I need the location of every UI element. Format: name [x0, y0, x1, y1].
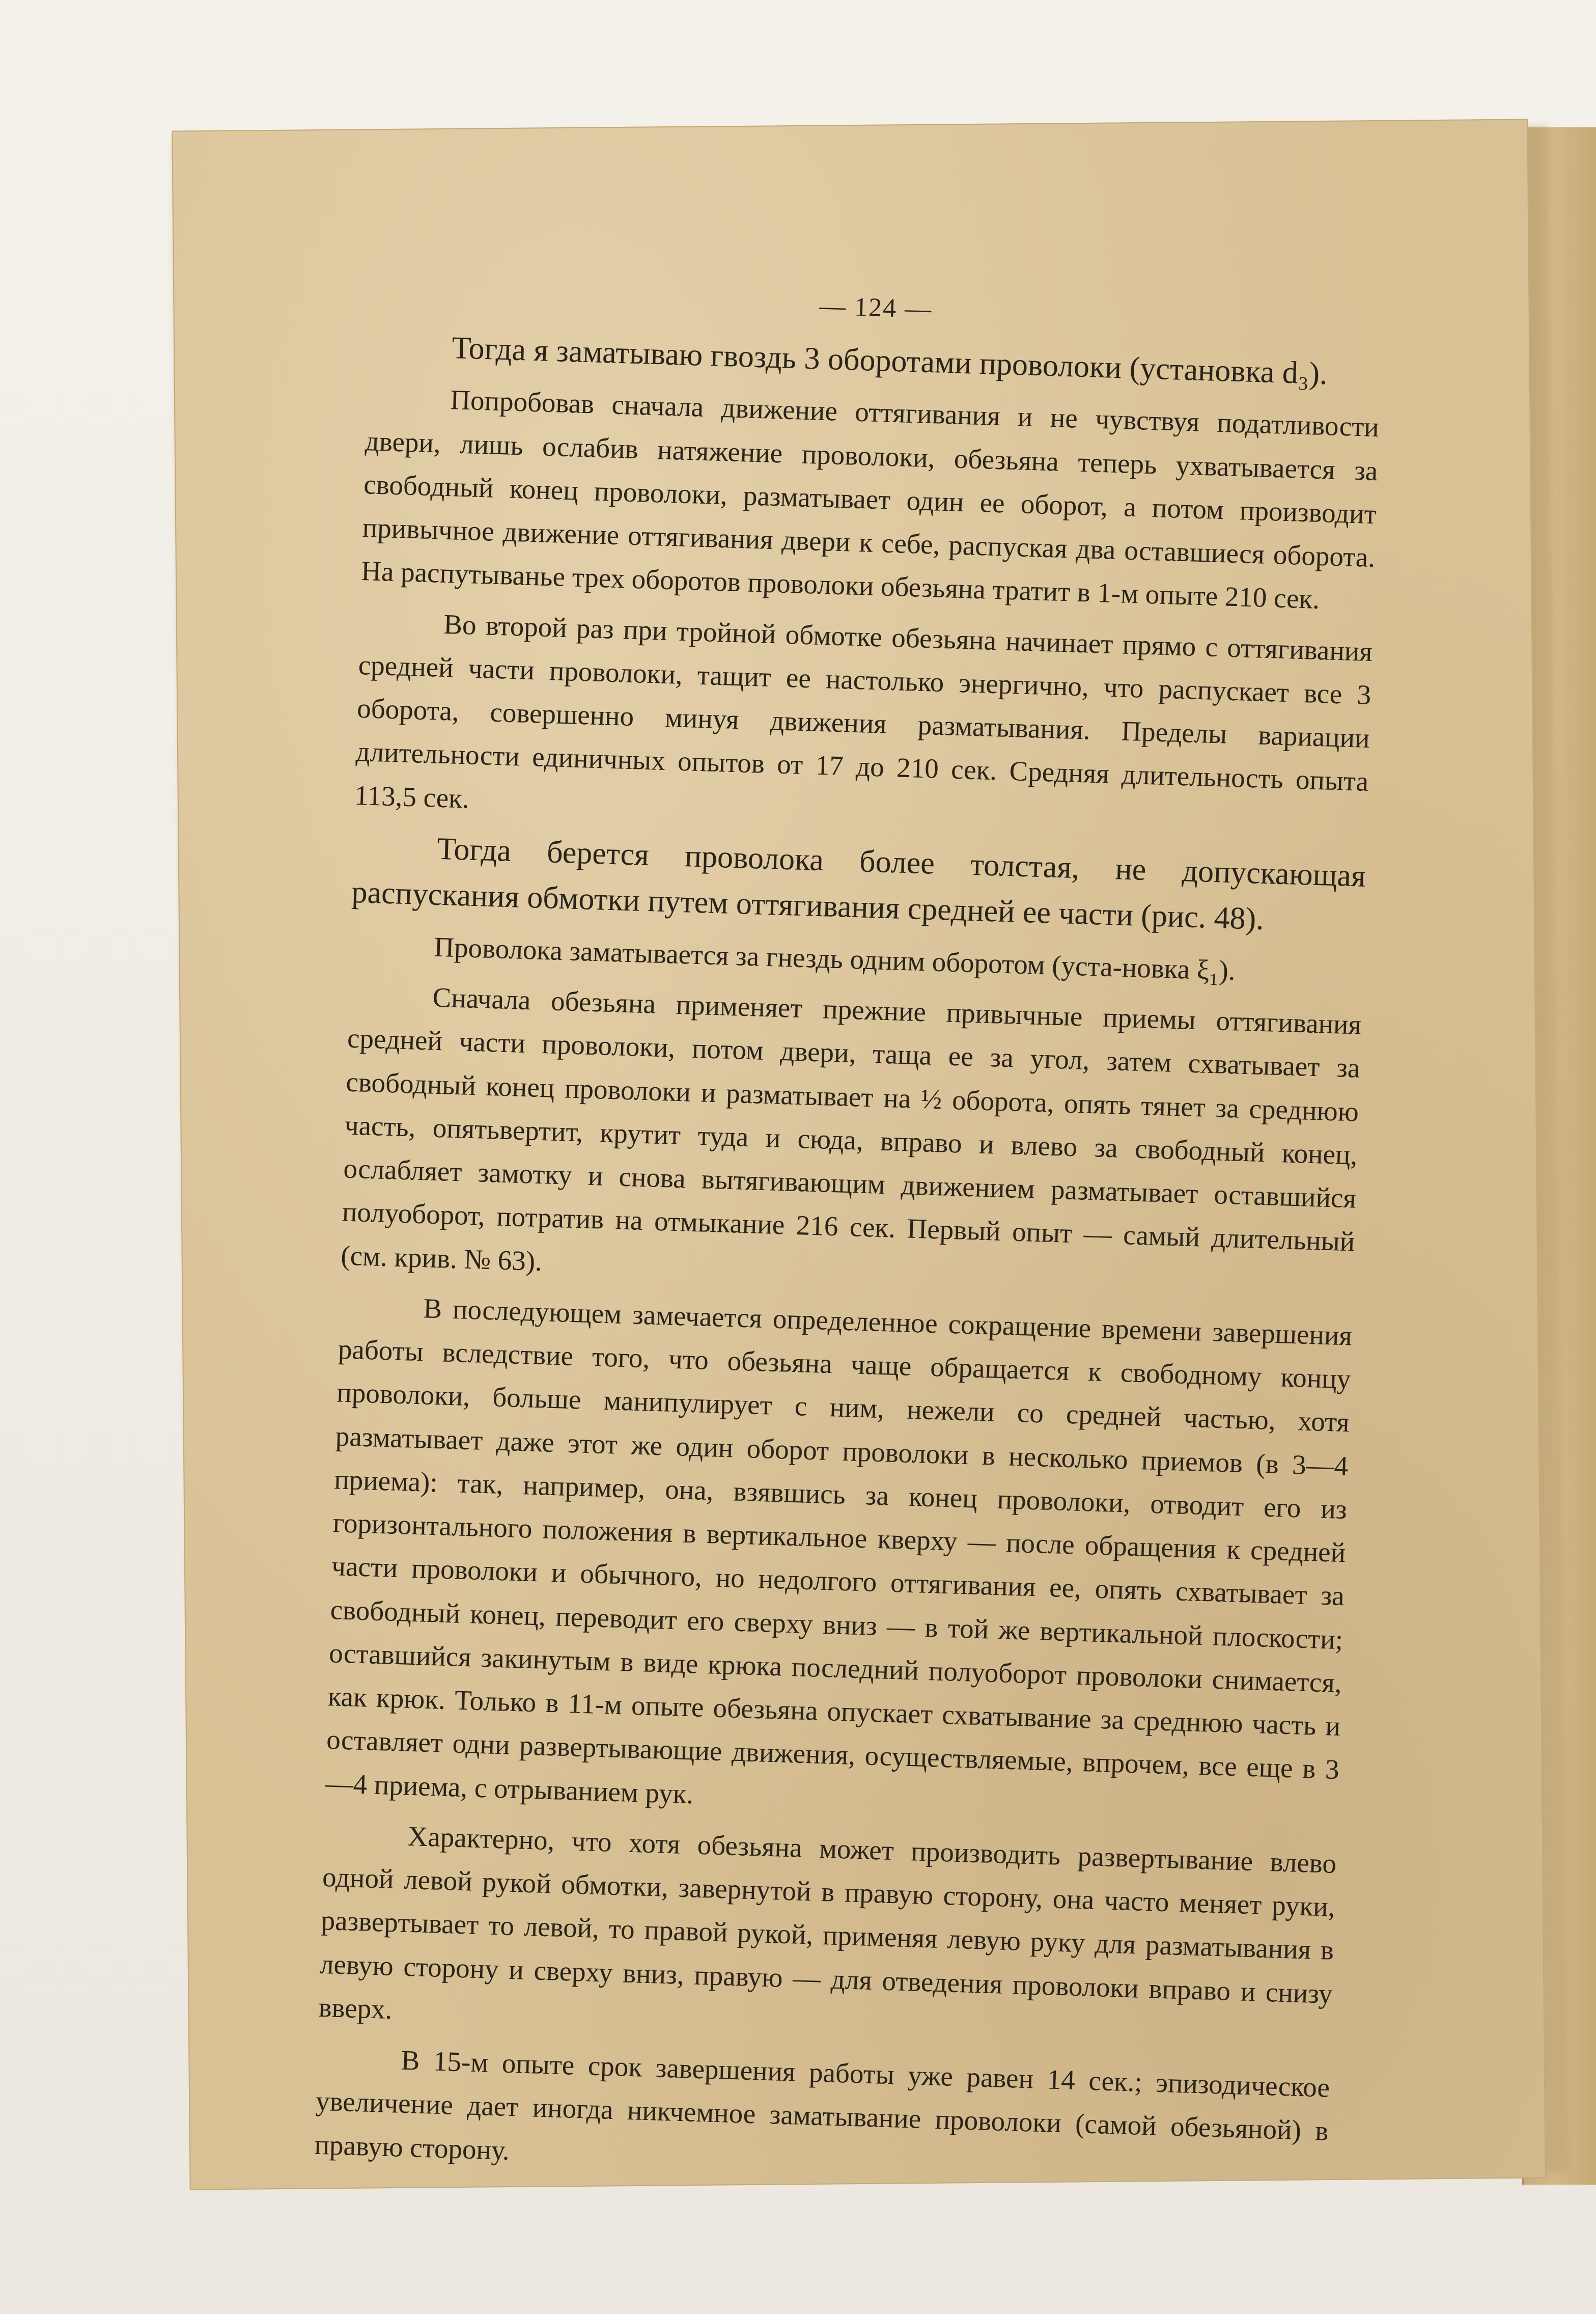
- page-number: — 124 —: [819, 291, 933, 324]
- paragraph: Характерно, что хотя обезьяна может производить развертывание влево одной левой рукой обмотки, завернутой в правую сторону, она часто меняет руки, развертывает то левой, то правой рукой, применяя левую руку для разматывания в левую сторону и сверху вниз, правую — для отведения проволоки вправо и снизу вверх.: [318, 1820, 1337, 2025]
- paragraph: В последующем замечается определенное сокращение времени завершения работы вследствие того, что обезьяна чаще обращается к свободному концу проволоки, больше манипулирует с ним, нежели со средней частью, хотя разматывает даже этот же один оборот проволоки в несколько приемов (в 3—4 приема): так, например, она, взявшись за конец проволоки, отводит его из горизонтального положения в вертикальное кверху — после обращения к средней части проволоки и обычного, но недолгого оттягивания ее, опять схватывает за свободный конец, переводит его сверху вниз — в той же вертикальной плоскости; оставшийся закинутым в виде крюка последний полуоборот проволоки снимается, как крюк. Только в 11-м опыте обезьяна опускает схватывание за среднюю часть и оставляет одни развертывающие движения, осуществляемые, впрочем, все еще в 3—4 приема, с отрыванием рук.: [324, 1292, 1353, 1809]
- paragraph: Во второй раз при тройной обмотке обезьяна начинает прямо с оттягивания средней части проволоки, тащит ее настолько энергично, что распускает все 3 оборота, совершенно минуя движения разматывания. Пределы вариации длительности единичных опытов от 17 до 210 сек. Средняя длительность опыта 113,5 сек.: [354, 608, 1373, 814]
- paragraph: Попробовав сначала движение оттягивания и не чувствуя податливости двери, лишь ослабив натяжение проволоки, обезьяна теперь ухватывается за свободный конец проволоки, разматывает один ее оборот, а потом производит привычное движение оттягивания двери к себе, распуская два оставшиеся оборота. На распутыванье трех оборотов проволоки обезьяна тратит в 1-м опыте 210 сек.: [360, 384, 1380, 615]
- paragraph: В 15-м опыте срок завершения работы уже равен 14 сек.; эпизодическое увеличение дает иногда никчемное заматывание проволоки (самой обезьяной) в правую сторону.: [314, 2044, 1330, 2166]
- paragraph: Тогда берется проволока более толстая, не допускающая распускания обмотки путем оттягивания средней ее части (рис. 48).: [351, 831, 1366, 936]
- page-text: [314, 272, 1383, 2203]
- paragraph: Сначала обезьяна применяет прежние привычные приемы оттягивания средней части проволоки, потом двери, таща ее за угол, затем схватывает за свободный конец проволоки и разматывает на ½ оборота, опять тянет за среднюю часть, опятьвертит, крутит туда и сюда, вправо и влево за свободный конец, ослабляет замотку и снова вытягивающим движением разматывает оставшийся полуоборот, потратив на отмыкание 216 сек. Первый опыт — самый длительный (см. крив. № 63).: [340, 981, 1362, 1277]
- paragraph-list: [314, 323, 1382, 2196]
- paragraph: Проволока заматывается за гнездь одним оборотом (уста-новка ξ₁).: [433, 931, 1236, 986]
- book-page: [172, 119, 1546, 2190]
- paragraph: Тогда я заматываю гвоздь 3 оборотами проволоки (установка d₃).: [451, 330, 1328, 391]
